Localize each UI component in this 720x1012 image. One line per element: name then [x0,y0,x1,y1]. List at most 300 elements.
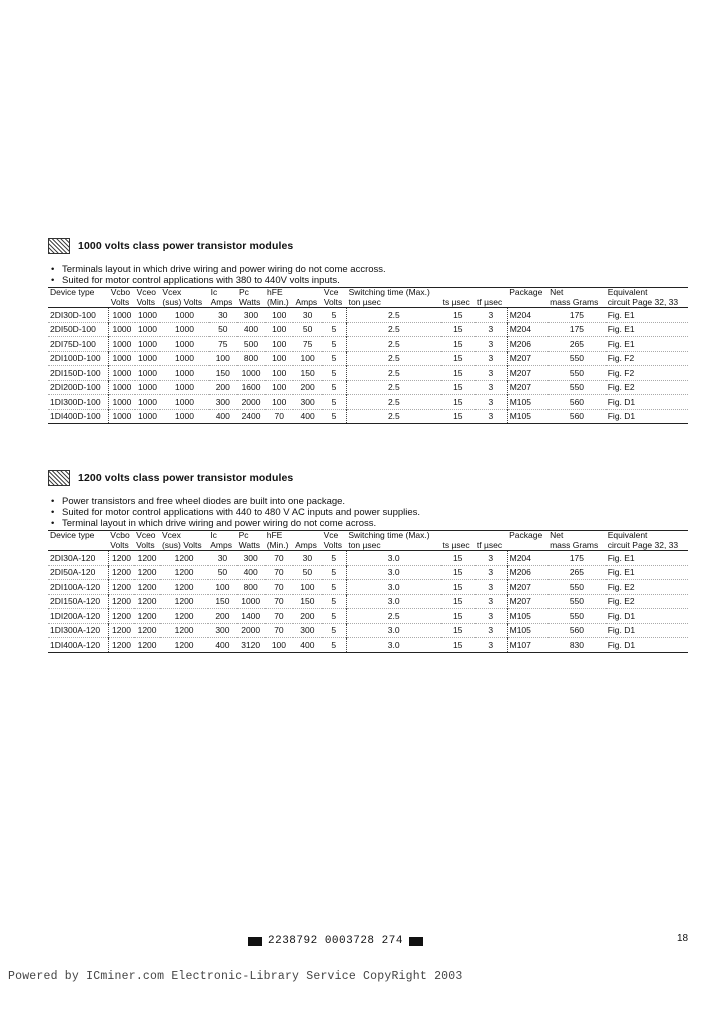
table-cell: Fig. D1 [607,610,636,621]
table-cell: 15 [452,581,463,592]
table-cell: 400 [215,411,230,422]
table-cell: 1000 [112,309,132,320]
table-cell: 1200 [174,596,194,607]
column-header: ton µsec [347,298,441,308]
table-cell: 70 [274,596,284,607]
column-header: ton µsec [346,541,440,551]
table-cell: 1200 [174,567,194,578]
section-1000v-bullets [48,264,688,286]
barcode-block-icon [248,937,262,946]
table-cell: M207 [507,380,548,395]
table-cell: 3 [488,639,494,650]
table-cell: 1000 [138,353,157,364]
table-cell: 400 [243,567,258,578]
table-cell: 1000 [112,382,132,393]
table-cell: 560 [569,625,584,636]
column-header: Amps [209,298,237,308]
table-cell: 560 [569,396,585,407]
column-header [293,531,321,541]
column-header: Device type [48,288,109,298]
table-cell: 50 [302,567,313,578]
column-header: ts µsec [441,541,475,551]
table-cell: M107 [507,638,548,653]
column-header [475,288,507,298]
table-row [48,580,688,595]
table-row [48,638,688,653]
table-cell: 3.0 [346,565,440,580]
column-header [48,541,108,551]
column-header [507,298,548,308]
table-cell: 800 [243,581,258,592]
table-cell: 15 [453,353,463,364]
table-cell: 100 [300,581,315,592]
table-cell: 1DI300A-120 [48,623,108,638]
table-cell: 3 [488,596,494,607]
table-cell: 200 [300,610,315,621]
column-header: (Min.) [265,298,293,308]
table-cell: 560 [569,411,585,422]
table-cell: 1000 [175,367,194,378]
table-cell: 550 [569,610,584,621]
column-header: Vce [322,288,347,298]
table-cell: M206 [507,337,548,352]
column-header: Vcbo [109,288,135,298]
table-cell: 300 [300,396,315,407]
table-cell: 5 [331,367,337,378]
table-cell: Fig. D1 [607,625,636,636]
table-cell: 2DI50D-100 [48,322,109,337]
table-cell: 550 [569,596,584,607]
section-1000v-title: 1000 volts class power transistor modules [78,240,294,252]
table-cell: 300 [300,625,315,636]
table-cell: 2DI150D-100 [48,366,109,381]
column-header: Vcex [160,288,208,298]
column-header: Amps [293,541,321,551]
bullet-item: • Power transistors and free wheel diodes are built into one package. [48,496,688,507]
table-cell: 300 [215,396,230,407]
column-header: circuit Page 32, 33 [606,541,688,551]
table-cell: M105 [507,609,548,624]
column-header: Pc [237,531,265,541]
table-cell: 1200 [137,567,157,578]
table-cell: 150 [300,367,315,378]
table-cell: 100 [272,338,287,349]
table-cell: 1200 [137,581,157,592]
section-1000v-header [48,238,688,254]
table-cell: 15 [452,567,463,578]
table-cell: 2DI30D-100 [48,308,109,323]
table-cell: 2.5 [347,395,441,410]
table-cell: 15 [452,610,463,621]
table-cell: 15 [452,596,463,607]
table-cell: 1000 [112,396,132,407]
table-cell: 265 [569,338,585,349]
table-cell: 150 [215,596,230,607]
table-cell: 1000 [175,382,194,393]
table-cell: 3 [488,610,494,621]
table-cell: 1000 [138,338,157,349]
column-header: Volts [134,541,160,551]
table-cell: 100 [272,382,287,393]
table-cell: 2.5 [347,337,441,352]
table-row [48,337,688,352]
table-cell: 50 [302,324,313,335]
column-header: hFE [265,531,293,541]
table-cell: 1200 [137,610,157,621]
table-cell: 300 [243,552,258,563]
table-cell: 15 [453,324,463,335]
table-cell: 1200 [112,596,131,607]
table-cell: 70 [274,625,284,636]
table-cell: 100 [215,353,230,364]
table-cell: 800 [243,353,259,364]
table-cell: Fig. D1 [607,411,636,422]
column-header: Ic [209,288,237,298]
table-cell: 2400 [241,411,261,422]
table-cell: M105 [507,395,548,410]
table-cell: 1000 [112,353,132,364]
table-cell: 1DI400D-100 [48,409,109,424]
table-cell: 2000 [241,625,261,636]
table-cell: 100 [272,367,287,378]
table-cell: 2.5 [347,308,441,323]
table-row [48,395,688,410]
table-cell: 5 [331,610,337,621]
table-cell: 100 [271,639,287,650]
table-cell: 3 [488,625,494,636]
table-cell: 30 [217,552,228,563]
table-cell: 1DI400A-120 [48,638,108,653]
section-1000v [48,238,688,424]
table-row [48,351,688,366]
table-cell: 15 [453,396,463,407]
column-header: Vcex [160,531,208,541]
table-cell: 75 [218,338,228,349]
table-row [48,594,688,609]
table-cell: 1200 [112,581,131,592]
table-cell: 5 [331,567,337,578]
table-cell: 5 [331,625,337,636]
table-cell: 50 [217,567,228,578]
table-cell: 5 [331,338,337,349]
table-row [48,565,688,580]
table-cell: 1000 [138,309,157,320]
table-cell: 200 [215,382,230,393]
table-cell: 3.0 [346,551,440,566]
table-cell: 2.5 [347,351,441,366]
table-cell: 5 [331,382,337,393]
table-cell: 830 [569,639,584,650]
section-1200v [48,470,688,653]
column-header: mass Grams [548,541,606,551]
table-cell: 265 [569,567,584,578]
table-cell: 2.5 [347,409,441,424]
table-cell: M207 [507,594,548,609]
table-cell: 3.0 [346,638,440,653]
column-header: Vcbo [108,531,134,541]
table-cell: 1400 [241,610,261,621]
table-cell: 15 [453,309,463,320]
table-cell: 1000 [175,353,194,364]
column-header: tf µsec [475,541,507,551]
table-cell: 2.5 [346,609,440,624]
table-cell: 1000 [112,324,132,335]
table-cell: 100 [215,581,230,592]
table-cell: 150 [300,596,315,607]
table-cell: 3 [488,411,494,422]
table-cell: 2DI75D-100 [48,337,109,352]
table-cell: M207 [507,580,548,595]
table-cell: M105 [507,409,548,424]
table-cell: 150 [215,367,230,378]
column-header: Equivalent [606,288,688,298]
table-cell: 15 [452,639,463,650]
table-cell: 1000 [175,309,194,320]
table-cell: M204 [507,322,548,337]
table-cell: 2DI150A-120 [48,594,108,609]
table-cell: 1200 [112,552,131,563]
table-cell: 30 [302,552,313,563]
table-cell: 1000 [175,396,194,407]
table-cell: 15 [453,367,463,378]
table-cell: 15 [452,625,463,636]
table-cell: 300 [243,309,259,320]
table-cell: 15 [453,411,463,422]
table-cell: 1200 [174,581,194,592]
table-cell: 2.5 [347,366,441,381]
table-cell: 3 [488,396,494,407]
table-row [48,366,688,381]
table-cell: 5 [331,552,337,563]
table-cell: 2DI100A-120 [48,580,108,595]
column-header: (sus) Volts [160,541,208,551]
table-cell: 5 [331,596,337,607]
table-cell: 3 [488,367,494,378]
barcode-line [242,935,429,947]
table-cell: 300 [215,625,230,636]
table-cell: 2DI200D-100 [48,380,109,395]
table-cell: 1200 [174,639,194,650]
table-cell: 5 [331,353,337,364]
table-cell: 1000 [241,596,261,607]
column-header: circuit Page 32, 33 [606,298,688,308]
table-cell: 550 [569,367,585,378]
column-header: Package [507,288,548,298]
table-cell: 3 [488,382,494,393]
table-cell: 1200 [112,610,131,621]
table-cell: 1200 [137,625,157,636]
column-header: tf µsec [475,298,507,308]
table-cell: 1200 [112,639,131,650]
table-cell: 5 [331,411,337,422]
barcode-text-2: 0003728 [324,935,375,947]
table-cell: 5 [331,581,337,592]
table-cell: 1000 [112,338,132,349]
column-header: Net [548,288,606,298]
table-cell: 1200 [112,625,131,636]
section-marker-icon [48,238,70,254]
table-cell: 1DI300D-100 [48,395,109,410]
table-cell: 75 [302,338,313,349]
section-1200v-header [48,470,688,486]
table-cell: 15 [452,552,463,563]
table-cell: Fig. E2 [607,596,635,607]
table-cell: 175 [569,309,585,320]
column-header: Volts [322,541,347,551]
table-cell: 1200 [137,639,157,650]
table-cell: M105 [507,623,548,638]
table-cell: 5 [331,396,337,407]
table-cell: 1200 [174,610,194,621]
table-cell: 3120 [241,639,261,650]
table-cell: 15 [453,382,463,393]
table-cell: 70 [274,411,284,422]
table-cell: Fig. D1 [607,639,636,650]
table-cell: Fig. E2 [607,581,635,592]
table-cell: 30 [218,309,228,320]
column-header: (Min.) [265,541,293,551]
table-cell: 3 [488,567,494,578]
table-cell: Fig. F2 [607,353,635,364]
table-cell: M207 [507,351,548,366]
table-cell: 400 [300,639,315,650]
table-cell: 2.5 [347,380,441,395]
table-cell: 1600 [241,382,261,393]
barcode-text-3: 274 [381,935,403,947]
table-cell: 1000 [175,411,194,422]
table-cell: 15 [453,338,463,349]
column-header [475,531,507,541]
table-cell: 70 [274,567,284,578]
table-cell: 100 [272,309,287,320]
table-cell: 30 [302,309,313,320]
table-cell: 550 [569,382,585,393]
table-cell: Fig. E1 [607,338,635,349]
table-cell: Fig. E2 [607,382,635,393]
table-row [48,380,688,395]
table-cell: 2DI50A-120 [48,565,108,580]
table-cell: 3 [488,581,494,592]
spec-table-1000v [48,287,688,424]
table-cell: 2000 [241,396,261,407]
table-cell: 1000 [175,324,194,335]
table-cell: M204 [507,551,548,566]
table-cell: 1000 [138,382,157,393]
table-cell: 70 [274,610,284,621]
column-header: Vceo [134,531,160,541]
barcode-block-icon [409,937,423,946]
table-header-row [48,288,688,298]
table-cell: 3.0 [346,594,440,609]
column-header: Vce [322,531,347,541]
table-cell: 550 [569,581,584,592]
table-cell: M207 [507,366,548,381]
table-cell: Fig. F2 [607,367,635,378]
page-number: 18 [677,933,689,944]
table-cell: 2DI30A-120 [48,551,108,566]
table-cell: 175 [569,552,584,563]
table-cell: 1000 [138,367,157,378]
table-cell: 100 [272,353,287,364]
bullet-item: • Terminals layout in which drive wiring and power wiring do not come accross. [48,264,688,275]
column-header: Amps [208,541,236,551]
table-cell: 200 [300,382,315,393]
footer-copyright: Powered by ICminer.com Electronic-Library Service CopyRight 2003 [8,970,463,983]
table-cell: 400 [243,324,259,335]
column-header: Volts [322,298,347,308]
table-cell: 200 [215,610,230,621]
table-cell: 1200 [112,567,131,578]
table-cell: 3 [488,324,494,335]
column-header: Volts [135,298,161,308]
column-header: ts µsec [441,298,475,308]
table-cell: 3 [488,552,494,563]
column-header: Vceo [135,288,161,298]
bullet-item: • Suited for motor control applications with 440 to 480 V AC inputs and power supplies. [48,507,688,518]
table-row [48,322,688,337]
table-cell: 1DI200A-120 [48,609,108,624]
table-cell: Fig. E1 [607,567,635,578]
section-1200v-bullets [48,496,688,529]
table-row [48,609,688,624]
table-cell: 550 [569,353,585,364]
table-cell: 100 [300,353,315,364]
table-cell: 5 [331,309,337,320]
table-header-row [48,298,688,308]
table-cell: 100 [272,396,287,407]
column-header [507,541,548,551]
table-row [48,551,688,566]
table-cell: 3 [488,338,494,349]
table-row [48,409,688,424]
column-header: Package [507,531,548,541]
table-cell: Fig. D1 [607,396,636,407]
table-cell: 1000 [138,396,157,407]
table-cell: 3 [488,309,494,320]
table-cell: 1200 [174,625,194,636]
column-header: Pc [237,288,265,298]
column-header: Watts [237,541,265,551]
column-header: hFE [265,288,293,298]
spec-table-1200v [48,530,688,653]
table-cell: 1000 [175,338,194,349]
table-cell: 500 [243,338,259,349]
table-cell: 2DI100D-100 [48,351,109,366]
table-cell: 1000 [112,367,132,378]
table-cell: 100 [272,324,287,335]
table-cell: 1200 [174,552,194,563]
table-cell: 5 [331,639,337,650]
table-cell: 1200 [137,552,157,563]
table-row [48,308,688,323]
column-header: Equivalent [606,531,688,541]
table-cell: 1200 [137,596,157,607]
column-header [441,531,475,541]
table-cell: 2.5 [347,322,441,337]
table-header-row [48,541,688,551]
table-cell: 1000 [138,411,157,422]
bullet-item: • Terminal layout in which drive wiring and power wiring do not come across. [48,518,688,529]
table-cell: Fig. E1 [607,324,635,335]
table-header-row [48,531,688,541]
table-cell: Fig. E1 [607,309,635,320]
column-header: mass Grams [548,298,606,308]
table-cell: 3.0 [346,580,440,595]
column-header: Volts [108,541,134,551]
section-1200v-title: 1200 volts class power transistor modules [78,472,294,484]
table-cell: 1000 [138,324,157,335]
column-header [441,288,475,298]
